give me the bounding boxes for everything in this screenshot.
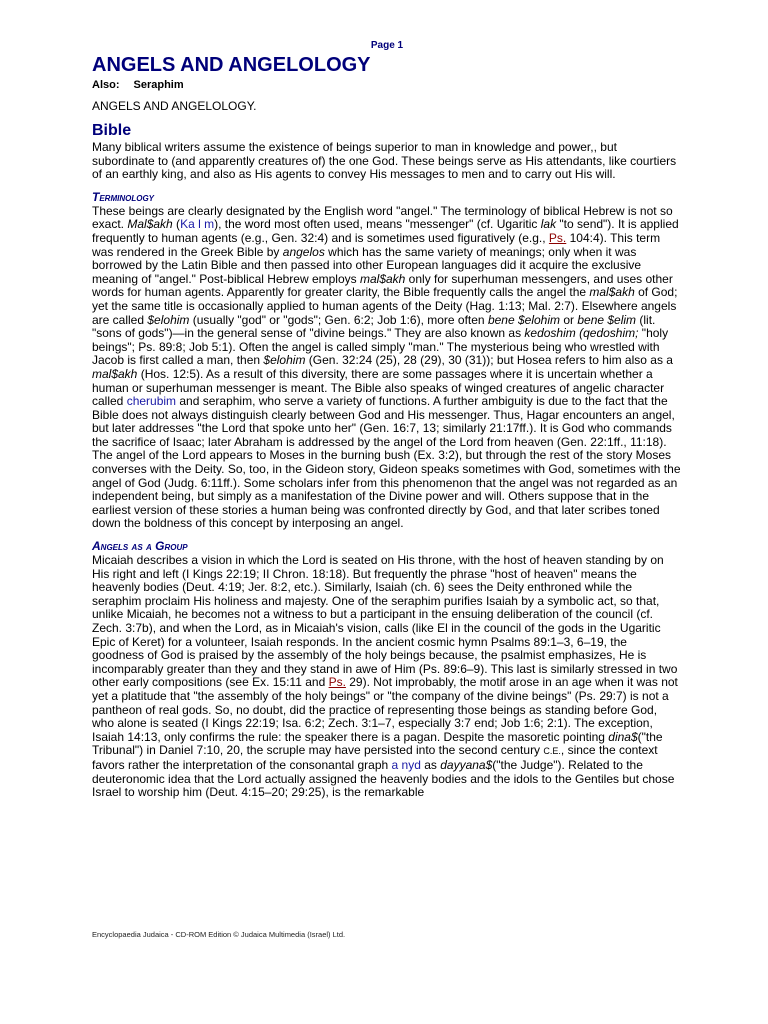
- text-run: (usually "god" or "gods"; Gen. 6:2; Job 1:6), more often: [189, 312, 488, 327]
- text-run: , since the context favors rather the interpretation of the consonantal graph: [92, 743, 658, 772]
- transliteration: $elohim: [263, 353, 306, 368]
- text-run: of God; yet the same title is occasionally applied to human agents of the Deity (Hag. 1:13; Mal. 2:7). Elsewhere angels are called: [92, 285, 678, 327]
- hebrew-term: Ka l m: [180, 217, 215, 232]
- transliteration: angelos: [282, 244, 325, 259]
- text-run: ), the word most often used, means "messenger" (cf. Ugaritic: [214, 217, 541, 232]
- hebrew-term: a nyd: [391, 757, 421, 772]
- era-abbreviation: C.E.: [543, 746, 561, 757]
- transliteration: mal$akh: [92, 366, 138, 381]
- text-run: ("the Tribunal") in Daniel 7:10, 20, the scruple may have persisted into the second century: [92, 729, 663, 758]
- transliteration: dina$: [608, 729, 638, 744]
- page-number: Page 1: [370, 40, 404, 51]
- text-run: These beings are clearly designated by the English word "angel." The terminology of biblical Hebrew is not so exact.: [92, 203, 673, 232]
- text-run: (: [172, 217, 181, 232]
- text-run: as: [420, 757, 441, 772]
- text-run: (Gen. 32:24 (25), 28 (29), 30 (31)); but Hosea refers to him also as a: [305, 353, 673, 368]
- transliteration: Mal$akh: [127, 217, 173, 232]
- transliteration: bene $elim: [577, 312, 637, 327]
- also-label: Also:: [92, 79, 120, 91]
- also-line: [92, 79, 682, 91]
- page-footer: [92, 930, 345, 939]
- article-subtitle: ANGELS AND ANGELOLOGY.: [92, 99, 257, 113]
- transliteration: dayyana$: [440, 757, 493, 772]
- text-run: "to send"). It is applied frequently to human agents (e.g., Gen. 32:4) and is sometimes used figuratively (e.g.,: [92, 217, 679, 245]
- text-run: ("the Judge"). Related to the deuteronomic idea that the Lord actually assigned the heavenly bodies and the idols to the Gentiles but chose Israel to worship him (Deut. 4:15–20; 29:25), is the remarkable: [92, 757, 675, 800]
- text-run: Micaiah describes a vision in which the Lord is seated on His throne, with the host of heaven standing by on His right and left (I Kings 22:19; II Chron. 18:18). But frequently the phrase "host of heaven" means the heavenly bodies (Deut. 4:19; Jer. 8:2, etc.). Similarly, Isaiah (ch. 6) sees the Deity enthroned while the seraphim proclaim His holiness and majesty. One of the seraphim purifies Isaiah by a symbolic act, so that, unlike Micaiah, he becomes not a witness to but a participant in the ensuing deliberation of the council (cf. Zech. 3:7b), and when the Lord, as in Micaiah's vision, calls (like El in the council of the gods in the Ugaritic Epic of Keret) for a volunteer, Isaiah responds. In the ancient cosmic hymn Psalms 89:1–3, 6–19, the goodness of God is praised by the assembly of the holy beings because, the psalmist emphasizes, He is incomparably greater than they and they stand in awe of Him (Ps. 89:6–9). This last is similarly stressed in two other early compositions (see Ex. 15:11 and: [92, 553, 678, 690]
- text-run: (lit. "sons of gods")—in the general sense of "divine beings." They are also known as: [92, 312, 656, 341]
- angels-group-paragraph: [92, 554, 682, 800]
- text-run: and seraphim, who serve a variety of functions. A further ambiguity is due to the fact that the Bible does not always distinguish clearly between God and His messenger. Thus, Hagar encounters an angel, but later addresses "the Lord that spoke unto her" (Gen. 16:7, 13; similarly 21:17ff.). It is God who commands the sacrifice of Isaac; later Abraham is addressed by the angel of the Lord from heaven (Gen. 22:1ff., 11:18). The angel of the Lord appears to Moses in the burning bush (Ex. 3:2), but through the rest of the story Moses converses with the Deity. So, too, in the Gideon story, Gideon speaks sometimes with God, sometimes with the angel of God (Judg. 6:11ff.). Some scholars infer from this phenomenon that the angel was not regarded as an independent being, but simply as a manifestation of the Divine power and will. Others suppose that in the earliest version of these stories a human being was confronted directly by God, and that later scribes toned down the boldness of this concept by interposing an angel.: [92, 394, 681, 531]
- intro-paragraph: Many biblical writers assume the existence of beings superior to man in knowledge and power,, but subordinate to (and apparently creatures of) the one God. These beings serve as His attendants, like courtiers of an earthly king, and also as His agents to convey His messages to men and to carry out His will.: [92, 140, 677, 182]
- section-heading-terminology: Terminology: [92, 189, 154, 204]
- psalms-reference-link[interactable]: Ps.: [328, 675, 346, 690]
- document-page: [92, 40, 682, 800]
- also-value: Seraphim: [133, 79, 184, 91]
- transliteration: mal$akh: [359, 271, 406, 286]
- transliteration: lak: [540, 217, 557, 232]
- section-heading-angels-as-a-group: Angels as a Group: [92, 539, 188, 554]
- text-run: 104:4). This term was rendered in the Greek Bible by: [92, 230, 661, 259]
- text-run: or: [560, 312, 578, 327]
- footer-copyright: Encyclopaedia Judaica - CD-ROM Edition © Judaica Multimedia (Israel) Ltd.: [92, 930, 346, 939]
- text-run: only for superhuman messengers, and uses other words for human agents. Apparently for greater clarity, the Bible frequently calls the angel the: [92, 271, 673, 300]
- transliteration: bene $elohim: [487, 312, 560, 327]
- text-run: "holy beings"; Ps. 89:8; Job 5:1). Often the angel is called simply "man." The mysterious being who wrestled with Jacob is first called a man, then: [92, 326, 669, 368]
- transliteration: kedoshim (qedoshim;: [524, 326, 639, 341]
- section-heading-bible: Bible: [92, 122, 132, 139]
- psalms-reference-link[interactable]: Ps.: [548, 230, 567, 245]
- text-run: (Hos. 12:5). As a result of this diversity, there are some passages where it is uncertain whether a human or superhuman messenger is meant. The Bible also speaks of winged creatures of angelic character called: [92, 366, 665, 409]
- cherubim-link[interactable]: cherubim: [126, 394, 177, 409]
- transliteration: $elohim: [147, 312, 190, 327]
- text-run: 29). Not improbably, the motif arose in an age when it was not yet a platitude that "the assembly of the holy beings" or "the company of the divine beings" (Ps. 29:7) is not a pantheon of real gods. So, no doubt, did the practice of representing those beings as standing before God, who alone is seated (I Kings 22:19; Isa. 6:2; Zech. 3:1–7, especially 3:7 end; Job 1:6; 2:1). The exception, Isaiah 14:13, only confirms the rule: the speaker there is a pagan. Despite the masoretic pointing: [92, 675, 678, 744]
- transliteration: mal$akh: [589, 285, 635, 300]
- article-title: ANGELS AND ANGELOLOGY: [92, 54, 371, 76]
- text-run: which has the same variety of meanings; only when it was borrowed by the Latin Bible and then passed into other European languages did it acquire the exclusive meaning of "angel." Post-biblical Hebrew employs: [92, 244, 642, 286]
- terminology-paragraph: [92, 205, 682, 531]
